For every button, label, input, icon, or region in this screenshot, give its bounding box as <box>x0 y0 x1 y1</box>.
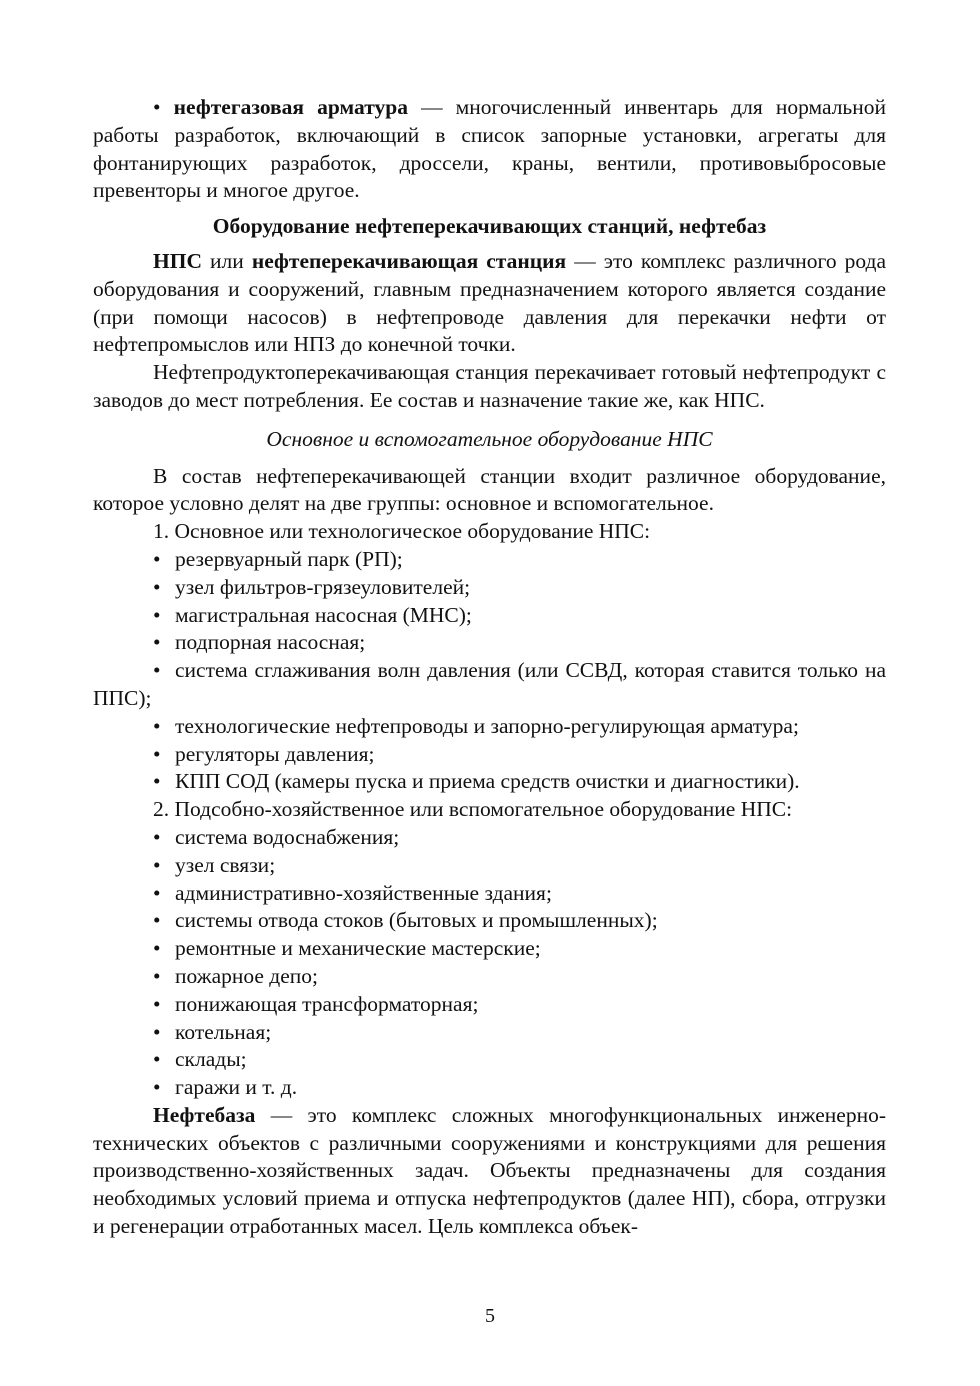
list-item: • узел связи; <box>93 852 886 880</box>
bullet-icon: • <box>153 95 161 119</box>
list-item: • регуляторы давления; <box>93 741 886 769</box>
group1-list-a <box>93 546 886 657</box>
bullet-icon: • <box>153 963 161 988</box>
bullet-icon: • <box>153 880 161 905</box>
bullet-icon: • <box>153 602 161 627</box>
term-pumping-station: нефтеперекачивающая станция <box>251 248 567 273</box>
term-nps: НПС <box>153 248 202 273</box>
nps-paragraph: НПС или нефтеперекачивающая станция — это комплекс различного рода оборудования и сооружений, главным предназначением которого является создание (при помощи насосов) в нефтепроводе давления для перекачки нефти от нефтепромыслов или НПЗ до конечной точки. <box>93 248 886 357</box>
list-item: • системы отвода стоков (бытовых и промышленных); <box>93 907 886 935</box>
subsection-title: Основное и вспомогательное оборудование НПС <box>266 426 713 451</box>
bullet-icon: • <box>153 658 161 683</box>
list-item: • гаражи и т. д. <box>93 1074 886 1102</box>
nps-text: — это комплекс различного рода оборудования и сооружений, главным предназначением которого является создание (при помощи насосов) в нефтепроводе давления для перекачки нефти от нефтепромыслов или НПЗ до конечной точки. <box>93 248 886 357</box>
bullet-icon: • <box>153 769 161 794</box>
list-item: • узел фильтров-грязеуловителей; <box>93 574 886 602</box>
group1-list-b <box>93 713 886 796</box>
list-item: • административно-хозяйственные здания; <box>93 880 886 908</box>
list-item: • склады; <box>93 1046 886 1074</box>
term-oil-depot: Нефтебаза <box>153 1102 256 1127</box>
list-item: • КПП СОД (камеры пуска и приема средств очистки и диагностики). <box>93 768 886 796</box>
page-number: 5 <box>485 1305 495 1327</box>
list-item: • ремонтные и механические мастерские; <box>93 935 886 963</box>
oil-depot-text: — это комплекс сложных многофункциональных инженерно-технических объектов с различными сооружениями и конструкциями для решения производственно-хозяйственных задач. Объекты предназначены для создания необходимых условий приема и отпуска нефтепродуктов (далее НП), сбора, отгрузки и регенерации отработанных масел. Цель комплекса объек- <box>93 1102 886 1239</box>
list-item: • технологические нефтепроводы и запорно-регулирующая арматура; <box>93 713 886 741</box>
oil-depot-paragraph <box>93 1102 886 1241</box>
bullet-icon: • <box>153 908 161 933</box>
list-item-wrapped: • система сглаживания волн давления (или ССВД, которая ставится только на ППС); <box>93 658 886 710</box>
bullet-icon: • <box>153 1047 161 1072</box>
group2-title: 2. Подсобно-хозяйственное или вспомогательное оборудование НПС: <box>153 797 793 822</box>
bullet-icon: • <box>153 852 161 877</box>
list-item: • котельная; <box>93 1019 886 1047</box>
list-item: • резервуарный парк (РП); <box>93 546 886 574</box>
bullet-icon: • <box>153 1019 161 1044</box>
list-item: • понижающая трансформаторная; <box>93 991 886 1019</box>
list-item: • подпорная насосная; <box>93 629 886 657</box>
bullet-icon: • <box>153 574 161 599</box>
bullet-icon: • <box>153 546 161 571</box>
term-oil-gas-fittings: нефтегазовая арматура <box>173 95 408 119</box>
group1-title: 1. Основное или технологическое оборудование НПС: <box>153 519 651 544</box>
product-station-paragraph: Нефтепродуктоперекачивающая станция перекачивает готовый нефтепродукт с заводов до мест потребления. Ее состав и назначение такие же, как НПС. <box>93 360 886 412</box>
intro-paragraph <box>93 94 886 205</box>
list-item: • система водоснабжения; <box>93 824 886 852</box>
list-item: • пожарное депо; <box>93 963 886 991</box>
intro-text: — многочисленный инвентарь для нормальной работы разработок, включающий в список запорные установки, агрегаты для фонтанирующих разработок, дроссели, краны, вентили, противовыбросовые превенторы и многое другое. <box>93 95 887 203</box>
bullet-icon: • <box>153 991 161 1016</box>
bullet-icon: • <box>153 741 161 766</box>
group2-list <box>93 824 886 1102</box>
bullet-icon: • <box>153 824 161 849</box>
bullet-icon: • <box>153 630 161 655</box>
bullet-icon: • <box>153 713 161 738</box>
document-page <box>93 94 886 1241</box>
bullet-icon: • <box>153 936 161 961</box>
list-item: • магистральная насосная (МНС); <box>93 602 886 630</box>
composition-paragraph: В состав нефтеперекачивающей станции входит различное оборудование, которое условно делят на две группы: основное и вспомогательное. <box>93 463 886 516</box>
bullet-icon: • <box>153 1075 161 1100</box>
section-title: Оборудование нефтеперекачивающих станций, нефтебаз <box>212 214 767 239</box>
